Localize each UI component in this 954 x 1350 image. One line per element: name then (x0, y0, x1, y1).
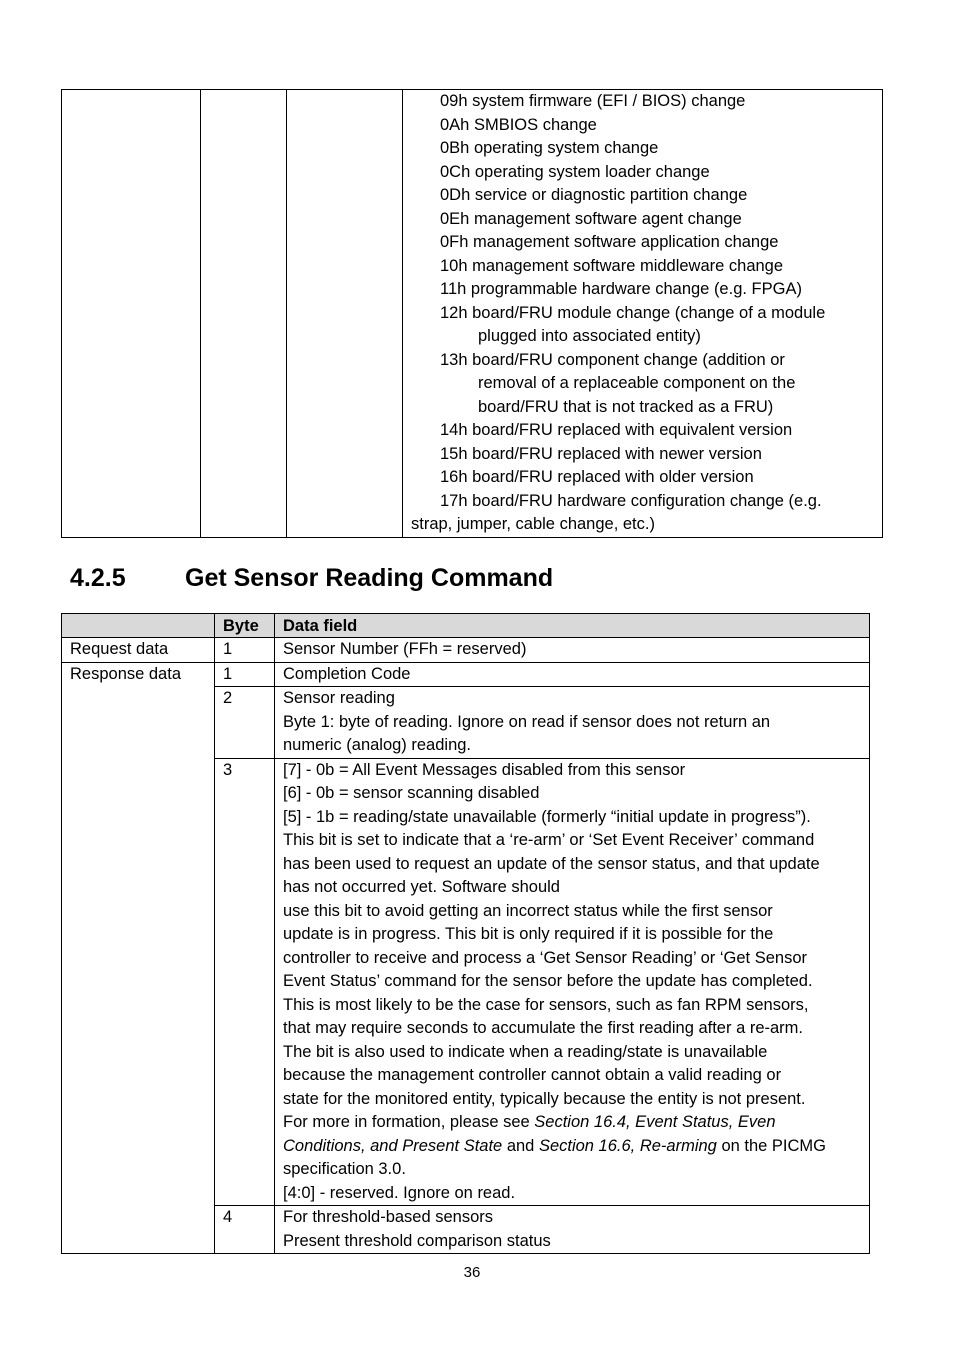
page-number: 36 (463, 1264, 481, 1281)
field-line: Completion Code (283, 664, 411, 683)
byte-cell: 3 (215, 758, 275, 1206)
field-line: update is in progress. This bit is only required if it is possible for the (283, 925, 774, 943)
section-heading (70, 561, 553, 595)
event-code-list-cell (403, 90, 883, 538)
table-header-row (62, 614, 870, 638)
reference-text: For more in formation, please see (283, 1113, 535, 1131)
event-code-line: 13h board/FRU component change (addition or (440, 350, 785, 369)
section-reference: Conditions, and Present State (283, 1136, 503, 1155)
byte-cell: 4 (215, 1206, 275, 1254)
reference-text: on the PICMG (716, 1136, 827, 1155)
section-reference: Section 16.6, Re-arming (538, 1136, 717, 1155)
field-line: numeric (analog) reading. (283, 736, 472, 754)
table-row (62, 687, 870, 759)
event-code-line: 0Fh management software application change (440, 233, 779, 251)
byte-cell: 2 (215, 687, 275, 759)
section-reference: Section 16.4, Event Status, Even (534, 1113, 776, 1131)
continued-table (61, 89, 883, 538)
field-line: state for the monitored entity, typically because the entity is not present. (283, 1089, 806, 1108)
field-line: Event Status’ command for the sensor before the update has completed. (283, 972, 813, 990)
byte-cell: 1 (215, 662, 275, 687)
field-line: This bit is set to indicate that a ‘re-arm’ or ‘Set Event Receiver’ command (283, 831, 815, 849)
empty-cell (62, 1206, 215, 1254)
command-table (61, 613, 870, 1254)
reference-line (283, 1111, 863, 1135)
empty-cell (287, 90, 403, 538)
header-cell-blank (62, 614, 215, 638)
table-row (62, 758, 870, 1206)
field-line: [5] - 1b = reading/state unavailable (formerly “initial update in progress”). (283, 807, 811, 826)
field-line: This is most likely to be the case for sensors, such as fan RPM sensors, (283, 995, 809, 1014)
data-field-cell (275, 758, 870, 1206)
field-line: controller to receive and process a ‘Get Sensor Reading’ or ‘Get Sensor (283, 948, 807, 967)
event-code-line: 0Ah SMBIOS change (440, 115, 597, 134)
data-field-cell (275, 662, 870, 687)
event-code-line: 11h programmable hardware change (e.g. FPGA) (440, 280, 802, 298)
event-code-line: removal of a replaceable component on the (478, 374, 796, 392)
response-label: Response data (62, 662, 215, 687)
empty-cell (201, 90, 287, 538)
event-code-line: 17h board/FRU hardware configuration change (e.g. (440, 491, 822, 510)
reference-text: and (502, 1136, 539, 1155)
field-line: use this bit to avoid getting an incorrect status while the first sensor (283, 901, 773, 920)
field-line: Byte 1: byte of reading. Ignore on read if sensor does not return an (283, 712, 771, 731)
event-code-line: 0Ch operating system loader change (440, 162, 710, 181)
event-code-line: 0Bh operating system change (440, 139, 659, 157)
event-code-line: 09h system firmware (EFI / BIOS) change (440, 92, 746, 110)
field-line: has been used to request an update of the sensor status, and that update (283, 854, 820, 873)
event-code-line: 15h board/FRU replaced with newer version (440, 444, 762, 463)
event-code-line: 14h board/FRU replaced with equivalent version (440, 421, 793, 439)
event-code-line: 12h board/FRU module change (change of a module (440, 303, 826, 322)
empty-cell (62, 687, 215, 759)
header-cell-data-field: Data field (275, 614, 870, 638)
field-line: Sensor reading (283, 689, 395, 707)
field-line: Present threshold comparison status (283, 1231, 551, 1250)
field-line: The bit is also used to indicate when a reading/state is unavailable (283, 1042, 768, 1061)
byte-cell: 1 (215, 638, 275, 663)
field-line: For threshold-based sensors (283, 1208, 494, 1226)
table-row (62, 662, 870, 687)
data-field-cell (275, 687, 870, 759)
event-code-line: 10h management software middleware change (440, 256, 784, 275)
event-code-line: 0Eh management software agent change (440, 209, 742, 228)
request-label: Request data (62, 638, 215, 663)
field-line: that may require seconds to accumulate the first reading after a re-arm. (283, 1019, 803, 1037)
header-cell-byte: Byte (215, 614, 275, 638)
data-field-cell: Sensor Number (FFh = reserved) (275, 638, 870, 663)
table-row (62, 1206, 870, 1254)
event-code-line: strap, jumper, cable change, etc.) (411, 515, 655, 533)
field-line: [4:0] - reserved. Ignore on read. (283, 1183, 516, 1202)
empty-cell (62, 758, 215, 1206)
section-number: 4.2.5 (70, 564, 126, 592)
field-line: specification 3.0. (283, 1160, 406, 1178)
field-line: [7] - 0b = All Event Messages disabled from this sensor (283, 760, 686, 779)
section-title: Get Sensor Reading Command (185, 564, 554, 592)
event-code-line: 16h board/FRU replaced with older version (440, 468, 754, 486)
event-code-line: 0Dh service or diagnostic partition change (440, 186, 748, 204)
data-field-cell (275, 1206, 870, 1254)
empty-cell (62, 90, 201, 538)
event-code-line: plugged into associated entity) (478, 327, 701, 345)
field-line: has not occurred yet. Software should (283, 878, 560, 896)
field-line: [6] - 0b = sensor scanning disabled (283, 784, 540, 802)
field-line: because the management controller cannot obtain a valid reading or (283, 1066, 782, 1084)
reference-line (283, 1135, 863, 1159)
table-row (62, 638, 870, 663)
event-code-line: board/FRU that is not tracked as a FRU) (478, 397, 774, 416)
